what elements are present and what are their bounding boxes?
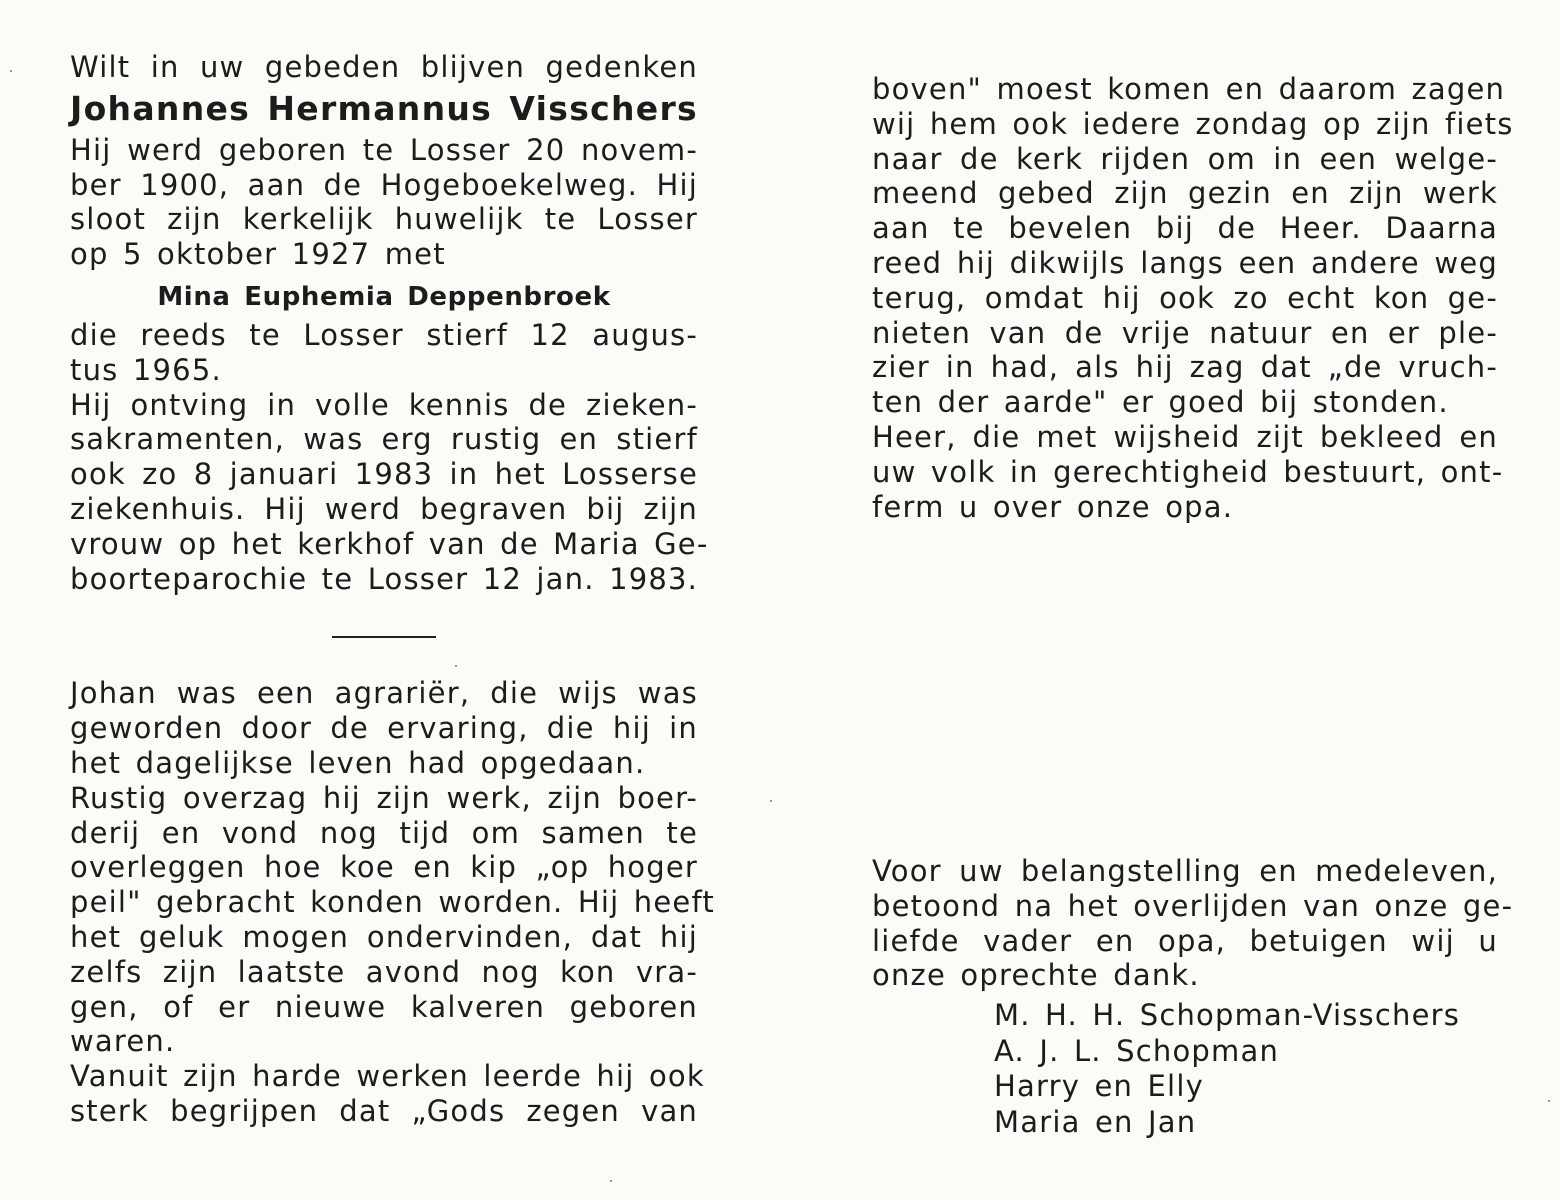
section-divider xyxy=(332,636,436,638)
death-line: die reeds te Losser stierf 12 augus- xyxy=(70,317,698,352)
story-line: naar de kerk rijden om in een welge- xyxy=(872,141,1498,176)
story-line: Vanuit zijn harde werken leerde hij ook xyxy=(70,1059,705,1094)
story-line: het geluk mogen ondervinden, dat hij xyxy=(70,919,698,954)
signature-name: A. J. L. Schopman xyxy=(994,1033,1280,1068)
story-line: zelfs zijn laatste avond nog kon vra- xyxy=(70,954,698,989)
story-line: nieten van de vrije natuur en er ple- xyxy=(872,315,1498,350)
story-line: terug, omdat hij ook zo echt kon ge- xyxy=(872,280,1498,315)
paper-speck xyxy=(1548,1100,1550,1102)
deceased-name: Johannes Hermannus Visschers xyxy=(70,88,698,128)
story-line: zier in had, als hij zag dat „de vruch- xyxy=(872,350,1498,385)
bio-line: op 5 oktober 1927 met xyxy=(70,237,446,272)
story-line: derij en vond nog tijd om samen te xyxy=(70,815,698,850)
story-line: overleggen hoe koe en kip „op hoger xyxy=(70,850,698,885)
thanks-line: liefde vader en opa, betuigen wij u xyxy=(872,923,1498,958)
story-line: geworden door de ervaring, die hij in xyxy=(70,711,698,746)
right-column-story xyxy=(872,72,1514,524)
spouse-name: Mina Euphemia Deppenbroek xyxy=(157,281,611,312)
left-column xyxy=(70,50,715,1129)
death-line: boorteparochie te Losser 12 jan. 1983. xyxy=(70,561,699,596)
bio-line: ber 1900, aan de Hogeboekelweg. Hij xyxy=(70,167,698,202)
story-line: Johan was een agrariër, die wijs was xyxy=(70,676,698,711)
bio-line: sloot zijn kerkelijk huwelijk te Losser xyxy=(70,202,698,237)
prayer-line: ferm u over onze opa. xyxy=(872,489,1234,524)
signature-name: M. H. H. Schopman-Visschers xyxy=(994,998,1461,1032)
signature-name: Harry en Elly xyxy=(994,1069,1204,1103)
paper-speck xyxy=(10,70,12,72)
thanks-line: betoond na het overlijden van onze ge- xyxy=(872,888,1514,923)
story-line: aan te bevelen bij de Heer. Daarna xyxy=(872,211,1498,246)
intro-line: Wilt in uw gebeden blijven gedenken xyxy=(70,50,698,84)
prayer-line: Heer, die met wijsheid zijt bekleed en xyxy=(872,419,1498,454)
death-line: ook zo 8 januari 1983 in het Losserse xyxy=(70,457,698,492)
story-line: boven" moest komen en daarom zagen xyxy=(872,72,1506,106)
paper-speck xyxy=(610,1180,612,1182)
story-line: het dagelijkse leven had opgedaan. xyxy=(70,745,646,780)
death-line: sakramenten, was erg rustig en stierf xyxy=(70,422,698,457)
story-line: waren. xyxy=(70,1024,176,1059)
story-line: meend gebed zijn gezin en zijn werk xyxy=(872,176,1498,211)
signature-list xyxy=(994,998,1460,1140)
story-line: ten der aarde" er goed bij stonden. xyxy=(872,385,1449,420)
death-line: vrouw op het kerkhof van de Maria Ge- xyxy=(70,526,709,561)
death-line: ziekenhuis. Hij werd begraven bij zijn xyxy=(70,491,698,526)
thanks-line: Voor uw belangstelling en medeleven, xyxy=(872,854,1498,888)
story-line: reed hij dikwijls langs een andere weg xyxy=(872,245,1498,280)
story-line: peil" gebracht konden worden. Hij heeft xyxy=(70,885,715,920)
signature-name: Maria en Jan xyxy=(994,1104,1197,1139)
thanks-section xyxy=(872,854,1514,993)
prayer-line: uw volk in gerechtigheid bestuurt, ont- xyxy=(872,454,1504,489)
paper-speck xyxy=(770,800,772,802)
story-line: Rustig overzag hij zijn werk, zijn boer- xyxy=(70,780,698,815)
story-line: gen, of er nieuwe kalveren geboren xyxy=(70,989,698,1024)
death-line: tus 1965. xyxy=(70,352,222,387)
bio-line: Hij werd geboren te Losser 20 novem- xyxy=(70,132,698,167)
story-line: wij hem ook iedere zondag op zijn fiets xyxy=(872,106,1514,141)
paper-speck xyxy=(455,665,457,667)
story-line: sterk begrijpen dat „Gods zegen van xyxy=(70,1093,698,1128)
thanks-line: onze oprechte dank. xyxy=(872,958,1200,993)
death-line: Hij ontving in volle kennis de zieken- xyxy=(70,387,698,422)
